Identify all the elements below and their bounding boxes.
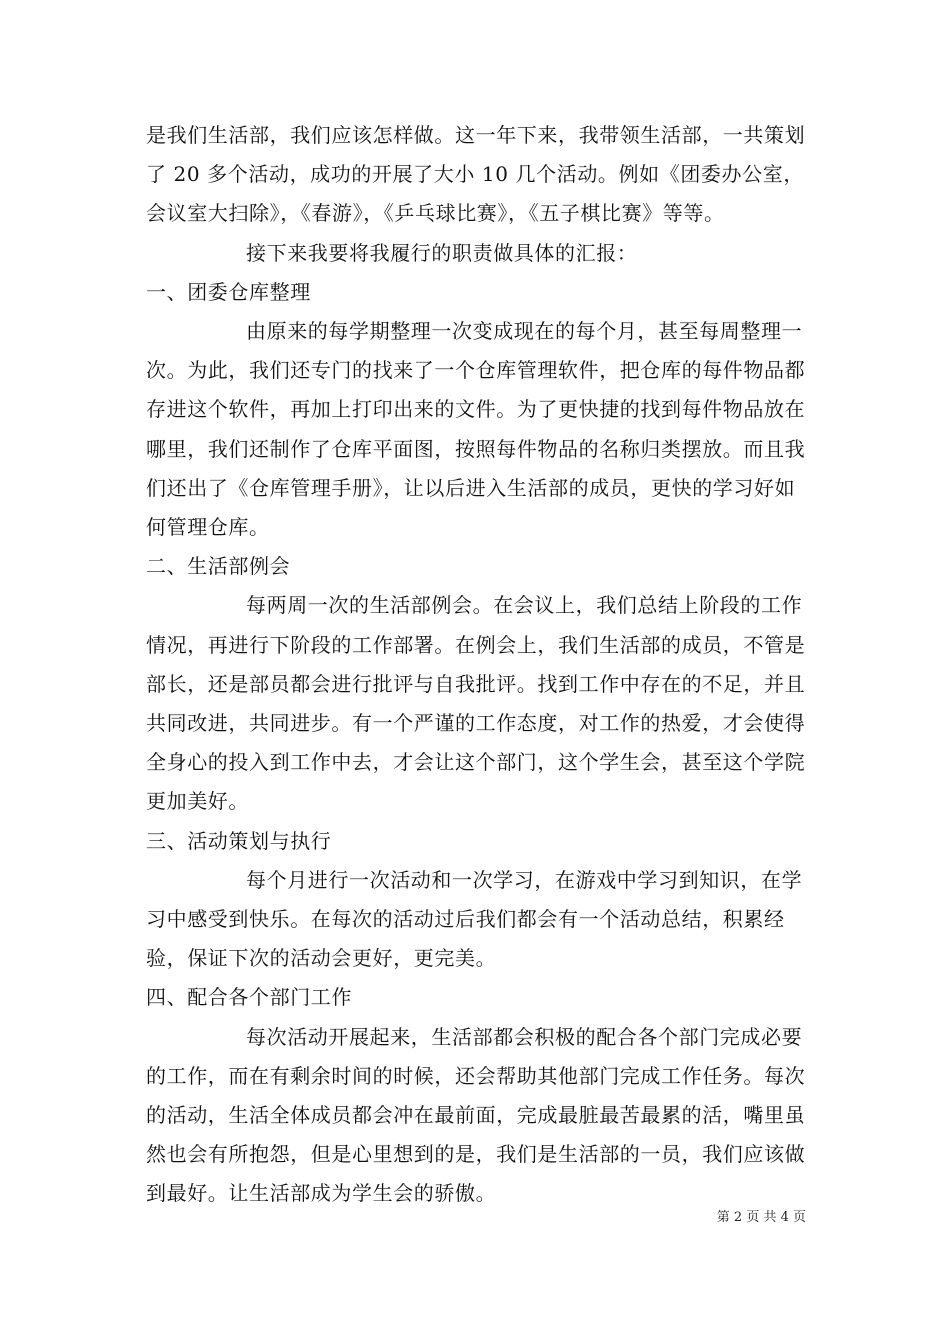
- section-heading-3: 三、活动策划与执行: [146, 828, 332, 853]
- section-heading-1: 一、团委仓库整理: [146, 279, 311, 304]
- paragraph-intro: 接下来我要将我履行的职责做具体的汇报：: [246, 240, 638, 265]
- paragraph-section-4: 每次活动开展起来，生活部都会积极的配合各个部门完成必要的工作，而在有剩余时间的时候，还会帮助其他部门完成工作任务。每次的活动，生活全体成员都会冲在最前面，完成最脏最苦最累的活，嘴里虽然也会有所抱怨，但是心里想到的是，我们是生活部的一员，我们应该做到最好。让生活部成为学生会的骄傲。: [146, 1024, 806, 1206]
- paragraph-section-1: 由原来的每学期整理一次变成现在的每个月，甚至每周整理一次。为此，我们还专门的找来了一个仓库管理软件，把仓库的每件物品都存进这个软件，再加上打印出来的文件。为了更快捷的找到每件物品放在哪里，我们还制作了仓库平面图，按照每件物品的名称归类摆放。而且我们还出了《仓库管理手册》，让以后进入生活部的成员，更快的学习好如何管理仓库。: [146, 319, 806, 540]
- paragraph-section-2: 每两周一次的生活部例会。在会议上，我们总结上阶段的工作情况，再进行下阶段的工作部署。在例会上，我们生活部的成员，不管是部长，还是部员都会进行批评与自我批评。找到工作中存在的不足，并且共同改进，共同进步。有一个严谨的工作态度，对工作的热爱，才会使得全身心的投入到工作中去，才会让这个部门，这个学生会，甚至这个学院更加美好。: [146, 593, 806, 814]
- document-body: [146, 116, 806, 1214]
- section-heading-4: 四、配合各个部门工作: [146, 985, 352, 1010]
- paragraph-continuation: 是我们生活部，我们应该怎样做。这一年下来，我带领生活部，一共策划了 20 多个活动，成功的开展了大小 10 几个活动。例如《团委办公室，会议室大扫除》，《春游》，《乒乓球比赛》，《五子棋比赛》等等。: [146, 123, 806, 226]
- paragraph-section-3: 每个月进行一次活动和一次学习，在游戏中学习到知识，在学习中感受到快乐。在每次的活动过后我们都会有一个活动总结，积累经验，保证下次的活动会更好，更完美。: [146, 867, 803, 971]
- page-number: 第 2 页 共 4 页: [716, 1210, 806, 1225]
- section-heading-2: 二、生活部例会: [146, 554, 291, 579]
